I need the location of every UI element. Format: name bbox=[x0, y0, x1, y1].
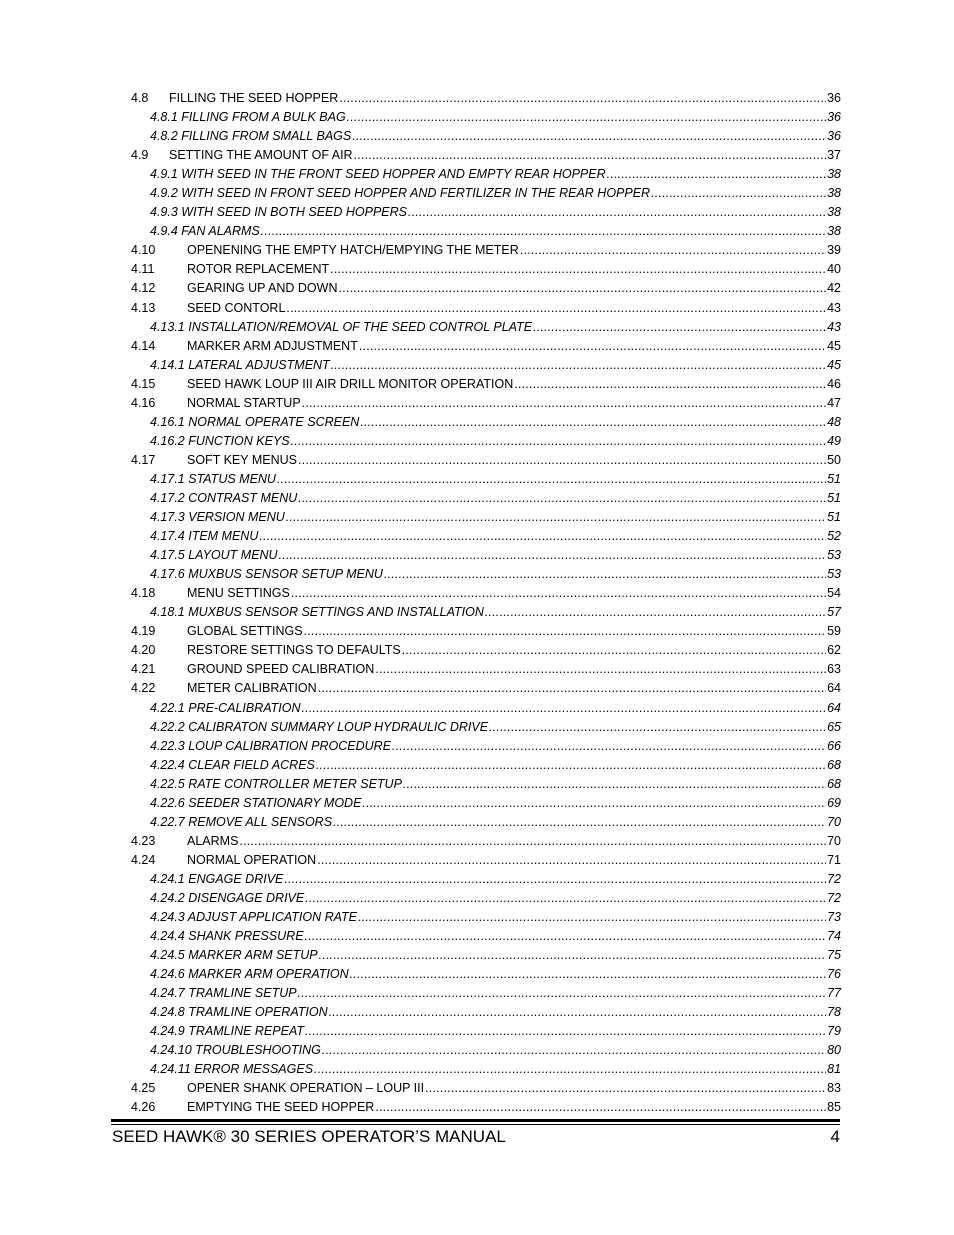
toc-section-number: 4.17 bbox=[131, 452, 156, 467]
toc-page-number: 78 bbox=[827, 1005, 841, 1020]
toc-entry[interactable] bbox=[0, 108, 954, 127]
toc-entry[interactable] bbox=[0, 299, 954, 318]
toc-page-number: 45 bbox=[827, 338, 841, 353]
toc-page-number: 50 bbox=[827, 452, 841, 467]
toc-entry[interactable] bbox=[0, 851, 954, 870]
toc-page-number: 43 bbox=[827, 300, 841, 315]
toc-dot-leader bbox=[319, 946, 826, 965]
toc-dot-leader bbox=[314, 1060, 826, 1079]
toc-entry[interactable] bbox=[0, 165, 954, 184]
toc-page-number: 46 bbox=[827, 376, 841, 391]
toc-page-number: 75 bbox=[827, 948, 841, 963]
toc-entry-title: 4.9.3 WITH SEED IN BOTH SEED HOPPERS bbox=[150, 205, 408, 220]
toc-entry-title: SOFT KEY MENUS bbox=[187, 452, 297, 467]
toc-page-number: 36 bbox=[827, 129, 841, 144]
toc-page-number: 74 bbox=[827, 929, 841, 944]
toc-entry[interactable] bbox=[0, 260, 954, 279]
toc-entry-title: 4.9.4 FAN ALARMS bbox=[150, 224, 260, 239]
toc-page-number: 70 bbox=[827, 814, 841, 829]
toc-page-number: 63 bbox=[827, 662, 841, 677]
toc-dot-leader bbox=[305, 1022, 826, 1041]
toc-dot-leader bbox=[489, 718, 826, 737]
toc-page-number: 72 bbox=[827, 890, 841, 905]
toc-dot-leader bbox=[298, 489, 826, 508]
toc-dot-leader bbox=[360, 413, 826, 432]
toc-page-number: 73 bbox=[827, 910, 841, 925]
toc-entry-title: SEED HAWK LOUP III AIR DRILL MONITOR OPERATION bbox=[187, 376, 514, 391]
toc-page-number: 42 bbox=[827, 281, 841, 296]
toc-entry[interactable] bbox=[0, 337, 954, 356]
toc-section-number: 4.22 bbox=[131, 681, 156, 696]
toc-dot-leader bbox=[338, 279, 826, 298]
toc-dot-leader bbox=[485, 603, 826, 622]
toc-entry-title: 4.9.1 WITH SEED IN THE FRONT SEED HOPPER AND EMPTY REAR HOPPER bbox=[150, 167, 606, 182]
toc-entry-title: 4.22.6 SEEDER STATIONARY MODE bbox=[150, 795, 362, 810]
toc-page-number: 79 bbox=[827, 1024, 841, 1039]
toc-dot-leader bbox=[305, 927, 827, 946]
toc-dot-leader bbox=[358, 908, 826, 927]
toc-entry-title: 4.13.1 INSTALLATION/REMOVAL OF THE SEED CONTROL PLATE bbox=[150, 319, 533, 334]
toc-entry-title: 4.24.1 ENGAGE DRIVE bbox=[150, 871, 284, 886]
footer-page-number: 4 bbox=[830, 1127, 840, 1146]
toc-section-number: 4.12 bbox=[131, 281, 156, 296]
toc-entry[interactable] bbox=[0, 584, 954, 603]
toc-entry[interactable] bbox=[0, 1079, 954, 1098]
toc-entry-title: RESTORE SETTINGS TO DEFAULTS bbox=[187, 643, 401, 658]
toc-dot-leader bbox=[279, 546, 827, 565]
toc-section-number: 4.14 bbox=[131, 338, 156, 353]
toc-dot-leader bbox=[316, 756, 826, 775]
toc-entry[interactable] bbox=[0, 794, 954, 813]
toc-dot-leader bbox=[339, 89, 826, 108]
toc-entry[interactable] bbox=[0, 203, 954, 222]
toc-dot-leader bbox=[354, 146, 827, 165]
toc-entry-title: 4.22.7 REMOVE ALL SENSORS bbox=[150, 814, 333, 829]
toc-entry-title: GROUND SPEED CALIBRATION bbox=[187, 662, 375, 677]
toc-dot-leader bbox=[350, 965, 826, 984]
footer-rule-thin bbox=[111, 1124, 840, 1125]
toc-page-number: 68 bbox=[827, 776, 841, 791]
toc-entry-title: 4.8.1 FILLING FROM A BULK BAG bbox=[150, 110, 346, 125]
toc-page-number: 53 bbox=[827, 567, 841, 582]
toc-entry-title: 4.24.5 MARKER ARM SETUP bbox=[150, 948, 318, 963]
toc-entry[interactable] bbox=[0, 1098, 954, 1117]
toc-entry-title: 4.9.2 WITH SEED IN FRONT SEED HOPPER AND FERTILIZER IN THE REAR HOPPER bbox=[150, 186, 651, 201]
toc-dot-leader bbox=[239, 832, 826, 851]
toc-page-number: 62 bbox=[827, 643, 841, 658]
toc-dot-leader bbox=[375, 1098, 826, 1117]
toc-entry-title: 4.24.9 TRAMLINE REPEAT bbox=[150, 1024, 304, 1039]
toc-entry[interactable] bbox=[0, 737, 954, 756]
toc-page-number: 40 bbox=[827, 262, 841, 277]
toc-entry[interactable] bbox=[0, 241, 954, 260]
toc-dot-leader bbox=[392, 737, 826, 756]
toc-entry-title: 4.22.1 PRE-CALIBRATION bbox=[150, 700, 301, 715]
toc-dot-leader bbox=[298, 451, 826, 470]
toc-page-number: 38 bbox=[827, 224, 841, 239]
toc-entry[interactable] bbox=[0, 946, 954, 965]
toc-entry[interactable] bbox=[0, 489, 954, 508]
toc-dot-leader bbox=[291, 584, 826, 603]
toc-dot-leader bbox=[425, 1079, 826, 1098]
toc-page-number: 48 bbox=[827, 414, 841, 429]
toc-entry[interactable] bbox=[0, 1041, 954, 1060]
toc-entry-title: 4.17.4 ITEM MENU bbox=[150, 529, 259, 544]
toc-page-number: 71 bbox=[827, 852, 841, 867]
toc-entry-title: 4.24.4 SHANK PRESSURE bbox=[150, 929, 304, 944]
toc-entry-title: 4.17.6 MUXBUS SENSOR SETUP MENU bbox=[150, 567, 383, 582]
toc-dot-leader bbox=[520, 241, 826, 260]
toc-entry-title: 4.17.1 STATUS MENU bbox=[150, 471, 276, 486]
toc-page-number: 64 bbox=[827, 700, 841, 715]
toc-entry[interactable] bbox=[0, 127, 954, 146]
toc-entry[interactable] bbox=[0, 603, 954, 622]
toc-entry-title: FILLING THE SEED HOPPER bbox=[169, 91, 339, 105]
toc-dot-leader bbox=[286, 508, 826, 527]
toc-entry[interactable] bbox=[0, 908, 954, 927]
toc-entry-title: ROTOR REPLACEMENT bbox=[187, 262, 330, 277]
toc-entry[interactable] bbox=[0, 1060, 954, 1079]
toc-entry[interactable] bbox=[0, 432, 954, 451]
toc-entry[interactable] bbox=[0, 756, 954, 775]
toc-dot-leader bbox=[304, 622, 827, 641]
toc-page-number: 39 bbox=[827, 243, 841, 258]
toc-dot-leader bbox=[333, 813, 826, 832]
toc-entry-title: 4.22.5 RATE CONTROLLER METER SETUP bbox=[150, 776, 402, 791]
toc-dot-leader bbox=[298, 984, 827, 1003]
toc-page-number: 53 bbox=[827, 548, 841, 563]
toc-dot-leader bbox=[322, 1041, 826, 1060]
toc-entry[interactable] bbox=[0, 660, 954, 679]
toc-dot-leader bbox=[329, 1003, 826, 1022]
toc-section-number: 4.21 bbox=[131, 662, 156, 677]
toc-page-number: 80 bbox=[827, 1043, 841, 1058]
toc-page-number: 51 bbox=[827, 471, 841, 486]
toc-page-number: 83 bbox=[827, 1081, 841, 1096]
toc-page-number: 64 bbox=[827, 681, 841, 696]
toc-entry-title: OPENENING THE EMPTY HATCH/EMPYING THE METER bbox=[187, 243, 519, 258]
toc-section-number: 4.16 bbox=[131, 395, 156, 410]
toc-section-number: 4.9 bbox=[131, 148, 149, 163]
toc-entry[interactable] bbox=[0, 146, 954, 165]
toc-entry-title: EMPTYING THE SEED HOPPER bbox=[187, 1100, 375, 1115]
toc-entry-title: 4.24.10 TROUBLESHOOTING bbox=[150, 1043, 321, 1058]
toc-entry-title: MARKER ARM ADJUSTMENT bbox=[187, 338, 358, 353]
toc-entry[interactable] bbox=[0, 965, 954, 984]
toc-entry[interactable] bbox=[0, 1022, 954, 1041]
toc-entry[interactable] bbox=[0, 527, 954, 546]
toc-entry-title: SETTING THE AMOUNT OF AIR bbox=[169, 148, 353, 163]
toc-page-number: 52 bbox=[827, 529, 841, 544]
toc-dot-leader bbox=[651, 184, 826, 203]
toc-entry[interactable] bbox=[0, 413, 954, 432]
toc-entry[interactable] bbox=[0, 984, 954, 1003]
toc-page-number: 65 bbox=[827, 719, 841, 734]
toc-entry[interactable] bbox=[0, 927, 954, 946]
toc-section-number: 4.23 bbox=[131, 833, 156, 848]
toc-page-number: 69 bbox=[827, 795, 841, 810]
toc-section-number: 4.15 bbox=[131, 376, 156, 391]
toc-page-number: 49 bbox=[827, 433, 841, 448]
toc-entry[interactable] bbox=[0, 470, 954, 489]
toc-entry-title: 4.16.1 NORMAL OPERATE SCREEN bbox=[150, 414, 360, 429]
toc-dot-leader bbox=[261, 222, 826, 241]
toc-entry[interactable] bbox=[0, 508, 954, 527]
toc-entry[interactable] bbox=[0, 889, 954, 908]
toc-entry[interactable] bbox=[0, 1003, 954, 1022]
toc-entry[interactable] bbox=[0, 184, 954, 203]
toc-dot-leader bbox=[331, 356, 826, 375]
toc-page-number: 36 bbox=[827, 110, 841, 125]
toc-entry[interactable] bbox=[0, 89, 954, 108]
toc-page-number: 81 bbox=[827, 1062, 841, 1077]
toc-entry[interactable] bbox=[0, 375, 954, 394]
toc-entry[interactable] bbox=[0, 622, 954, 641]
toc-page-number: 38 bbox=[827, 186, 841, 201]
toc-entry-title: 4.22.2 CALIBRATON SUMMARY LOUP HYDRAULIC DRIVE bbox=[150, 719, 489, 734]
toc-dot-leader bbox=[362, 794, 826, 813]
toc-entry-title: SEED CONTORL bbox=[187, 300, 286, 315]
toc-dot-leader bbox=[347, 108, 826, 127]
toc-entry-title: 4.24.6 MARKER ARM OPERATION bbox=[150, 967, 349, 982]
toc-entry-title: MENU SETTINGS bbox=[187, 586, 290, 601]
toc-section-number: 4.19 bbox=[131, 624, 156, 639]
table-of-contents bbox=[0, 89, 954, 1118]
toc-dot-leader bbox=[330, 260, 826, 279]
toc-entry[interactable] bbox=[0, 832, 954, 851]
toc-page-number: 77 bbox=[827, 986, 841, 1001]
toc-entry[interactable] bbox=[0, 813, 954, 832]
toc-page-number: 47 bbox=[827, 395, 841, 410]
toc-entry[interactable] bbox=[0, 318, 954, 337]
toc-dot-leader bbox=[259, 527, 826, 546]
toc-dot-leader bbox=[607, 165, 826, 184]
toc-page-number: 57 bbox=[827, 605, 841, 620]
toc-page-number: 68 bbox=[827, 757, 841, 772]
toc-page-number: 85 bbox=[827, 1100, 841, 1115]
toc-dot-leader bbox=[514, 375, 826, 394]
toc-dot-leader bbox=[317, 851, 826, 870]
toc-entry[interactable] bbox=[0, 565, 954, 584]
toc-entry-title: 4.24.3 ADJUST APPLICATION RATE bbox=[150, 910, 358, 925]
toc-page-number: 36 bbox=[827, 91, 841, 105]
toc-section-number: 4.26 bbox=[131, 1100, 156, 1115]
toc-page-number: 76 bbox=[827, 967, 841, 982]
toc-dot-leader bbox=[402, 641, 826, 660]
toc-section-number: 4.11 bbox=[131, 262, 155, 277]
toc-entry-title: 4.17.3 VERSION MENU bbox=[150, 510, 285, 525]
toc-dot-leader bbox=[302, 394, 826, 413]
toc-entry[interactable] bbox=[0, 679, 954, 698]
toc-entry-title: 4.18.1 MUXBUS SENSOR SETTINGS AND INSTALLATION bbox=[150, 605, 484, 620]
toc-entry-title: ALARMS bbox=[187, 833, 239, 848]
footer-rule bbox=[111, 1119, 840, 1122]
toc-dot-leader bbox=[277, 470, 826, 489]
toc-entry-title: GEARING UP AND DOWN bbox=[187, 281, 338, 296]
toc-entry-title: 4.24.11 ERROR MESSAGES bbox=[150, 1062, 314, 1077]
toc-entry-title: 4.16.2 FUNCTION KEYS bbox=[150, 433, 290, 448]
toc-section-number: 4.18 bbox=[131, 586, 156, 601]
toc-dot-leader bbox=[291, 432, 826, 451]
toc-entry-title: 4.14.1 LATERAL ADJUSTMENT bbox=[150, 357, 330, 372]
toc-entry-title: 4.8.2 FILLING FROM SMALL BAGS bbox=[150, 129, 352, 144]
toc-section-number: 4.25 bbox=[131, 1081, 156, 1096]
toc-page-number: 59 bbox=[827, 624, 841, 639]
toc-page-number: 54 bbox=[827, 586, 841, 601]
toc-page-number: 51 bbox=[827, 510, 841, 525]
toc-section-number: 4.8 bbox=[131, 91, 149, 105]
toc-entry-title: 4.17.2 CONTRAST MENU bbox=[150, 490, 298, 505]
toc-dot-leader bbox=[318, 679, 826, 698]
toc-entry[interactable] bbox=[0, 356, 954, 375]
toc-dot-leader bbox=[403, 775, 826, 794]
toc-page-number: 38 bbox=[827, 205, 841, 220]
toc-entry-title: 4.17.5 LAYOUT MENU bbox=[150, 548, 278, 563]
toc-dot-leader bbox=[305, 889, 826, 908]
toc-entry[interactable] bbox=[0, 699, 954, 718]
toc-entry-title: NORMAL OPERATION bbox=[187, 852, 317, 867]
toc-dot-leader bbox=[408, 203, 826, 222]
toc-dot-leader bbox=[384, 565, 826, 584]
toc-dot-leader bbox=[302, 699, 827, 718]
toc-section-number: 4.13 bbox=[131, 300, 156, 315]
toc-entry[interactable] bbox=[0, 775, 954, 794]
toc-entry-title: METER CALIBRATION bbox=[187, 681, 317, 696]
toc-page-number: 70 bbox=[827, 833, 841, 848]
toc-entry[interactable] bbox=[0, 222, 954, 241]
toc-entry-title: 4.22.3 LOUP CALIBRATION PROCEDURE bbox=[150, 738, 392, 753]
toc-dot-leader bbox=[286, 299, 826, 318]
toc-page-number: 43 bbox=[827, 319, 841, 334]
toc-dot-leader bbox=[284, 870, 826, 889]
toc-section-number: 4.10 bbox=[131, 243, 156, 258]
toc-entry[interactable] bbox=[0, 451, 954, 470]
toc-page-number: 45 bbox=[827, 357, 841, 372]
toc-entry[interactable] bbox=[0, 546, 954, 565]
toc-page-number: 72 bbox=[827, 871, 841, 886]
footer-manual-title: SEED HAWK® 30 SERIES OPERATOR’S MANUAL bbox=[112, 1127, 506, 1146]
toc-dot-leader bbox=[359, 337, 826, 356]
toc-dot-leader bbox=[533, 318, 826, 337]
toc-entry-title: GLOBAL SETTINGS bbox=[187, 624, 303, 639]
toc-dot-leader bbox=[352, 127, 826, 146]
toc-entry-title: 4.24.8 TRAMLINE OPERATION bbox=[150, 1005, 328, 1020]
toc-entry[interactable] bbox=[0, 279, 954, 298]
toc-entry-title: 4.24.7 TRAMLINE SETUP bbox=[150, 986, 297, 1001]
toc-page-number: 51 bbox=[827, 490, 841, 505]
toc-section-number: 4.24 bbox=[131, 852, 156, 867]
toc-entry[interactable] bbox=[0, 641, 954, 660]
toc-entry-title: OPENER SHANK OPERATION – LOUP III bbox=[187, 1081, 425, 1096]
toc-page-number: 37 bbox=[827, 148, 841, 163]
toc-entry-title: 4.24.2 DISENGAGE DRIVE bbox=[150, 890, 305, 905]
toc-page-number: 38 bbox=[827, 167, 841, 182]
toc-entry[interactable] bbox=[0, 394, 954, 413]
toc-entry-title: 4.22.4 CLEAR FIELD ACRES bbox=[150, 757, 315, 772]
toc-dot-leader bbox=[375, 660, 826, 679]
toc-entry[interactable] bbox=[0, 718, 954, 737]
toc-entry-title: NORMAL STARTUP bbox=[187, 395, 301, 410]
toc-page-number: 66 bbox=[827, 738, 841, 753]
toc-entry[interactable] bbox=[0, 870, 954, 889]
toc-section-number: 4.20 bbox=[131, 643, 156, 658]
